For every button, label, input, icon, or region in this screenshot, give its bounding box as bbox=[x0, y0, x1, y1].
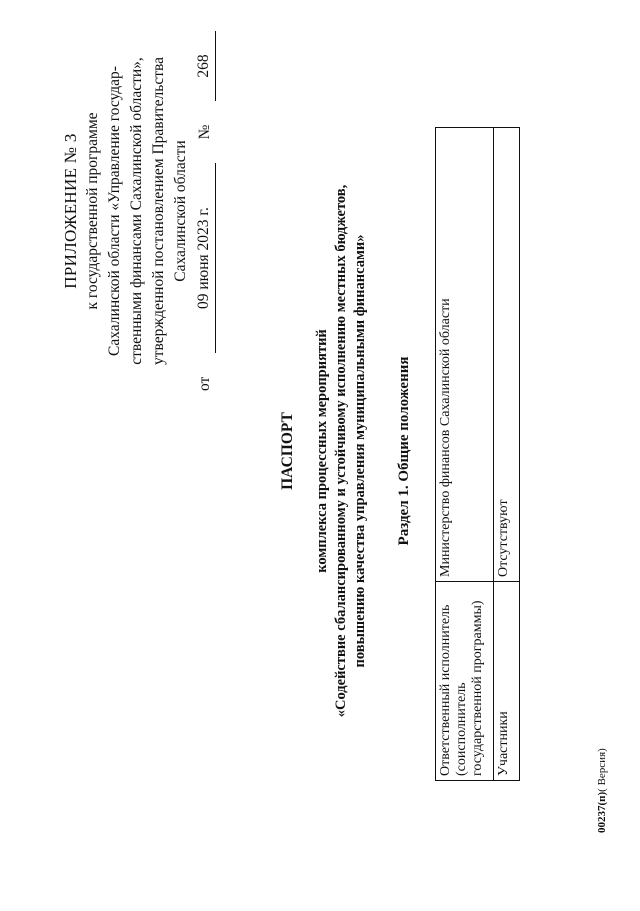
table-cell-label: Участники bbox=[494, 582, 520, 781]
number-label: № bbox=[196, 124, 213, 140]
document-version: ( Версия) bbox=[596, 748, 608, 792]
passport-title: ПАСПОРТ bbox=[279, 412, 296, 490]
table-cell-label: Ответственный исполнитель (соисполнитель государственной программы) bbox=[436, 582, 494, 781]
appendix-block bbox=[60, 31, 216, 391]
appendix-date-line bbox=[193, 31, 216, 391]
passport-title-block bbox=[278, 91, 370, 811]
table-row bbox=[436, 128, 494, 781]
approval-number: 268 bbox=[193, 31, 216, 101]
date-prefix: от bbox=[196, 376, 213, 391]
section-heading: Раздел 1. Общие положения bbox=[396, 356, 412, 546]
document-code: 00237(п) bbox=[596, 791, 608, 833]
appendix-line: к государственной программе bbox=[84, 112, 101, 310]
appendix-line: Сахалинской области «Управление государ- bbox=[106, 66, 123, 356]
passport-line: комплекса процессных мероприятий bbox=[314, 329, 330, 573]
approval-date: 09 июня 2023 г. bbox=[193, 163, 216, 353]
table-row bbox=[494, 128, 520, 781]
passport-line: «Содействие сбалансированному и устойчивому исполнению местных бюджетов, bbox=[333, 184, 349, 718]
general-provisions-table bbox=[435, 127, 520, 781]
document-footer bbox=[596, 748, 608, 833]
passport-line: повышению качества управления муниципальными финансами» bbox=[352, 234, 368, 668]
appendix-line: Сахалинской области bbox=[172, 140, 189, 282]
table-cell-value: Отсутствуют bbox=[494, 128, 520, 582]
appendix-line: утвержденной постановлением Правительства bbox=[150, 57, 167, 365]
table-cell-value: Министерство финансов Сахалинской области bbox=[436, 128, 494, 582]
appendix-heading: ПРИЛОЖЕНИЕ № 3 bbox=[61, 133, 80, 289]
appendix-line: ственными финансами Сахалинской области», bbox=[128, 57, 145, 365]
